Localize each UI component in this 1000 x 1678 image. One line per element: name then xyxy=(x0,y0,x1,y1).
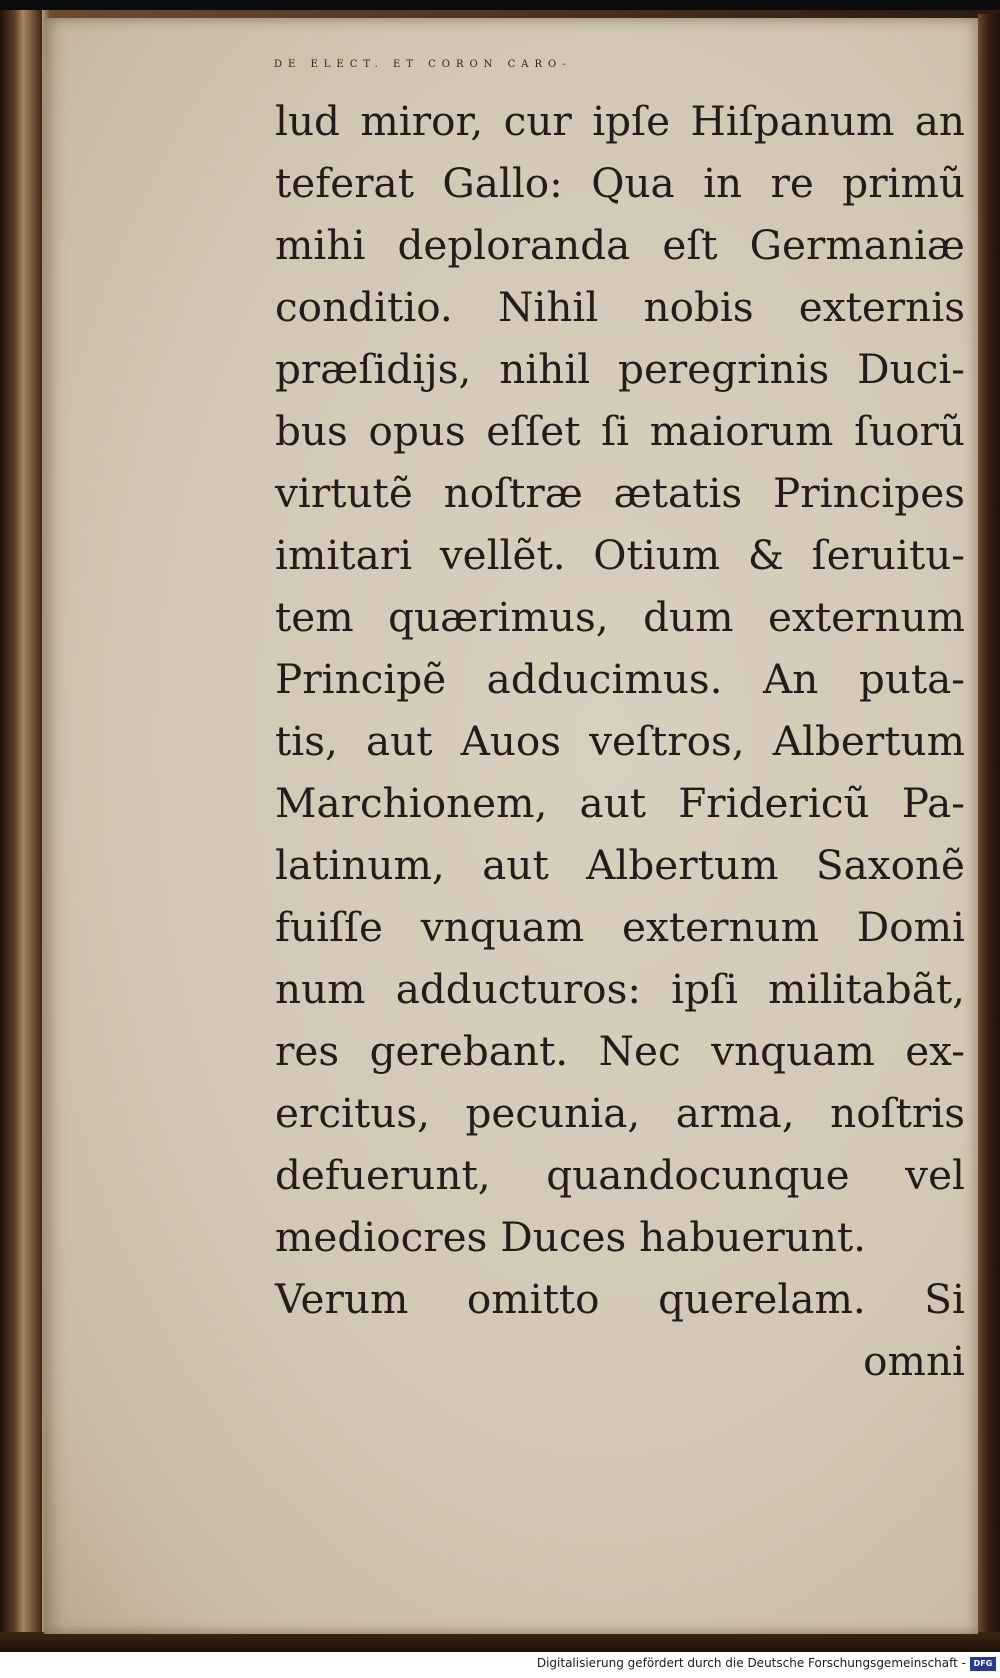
text-line: Principẽ adducimus. An puta- xyxy=(275,655,965,703)
text-line: num adducturos: ipſi militabãt, xyxy=(275,965,965,1013)
text-line: imitari vellẽt. Otium & ſeruitu- xyxy=(275,531,965,579)
text-line: ercitus, pecunia, arma, noſtris xyxy=(275,1089,965,1137)
text-line: latinum, aut Albertum Saxonẽ xyxy=(275,841,965,889)
book-left-edge xyxy=(0,10,42,1650)
text-line: tis, aut Auos veſtros, Albertum xyxy=(275,717,965,765)
text-line: fuiſſe vnquam externum Domi xyxy=(275,903,965,951)
text-line: Verum omitto querelam. Si xyxy=(275,1275,965,1323)
text-line: res gerebant. Nec vnquam ex- xyxy=(275,1027,965,1075)
text-line: teferat Gallo: Qua in re primũ xyxy=(275,159,965,207)
dfg-logo: DFG xyxy=(970,1657,996,1671)
text-line: Marchionem, aut Fridericũ Pa- xyxy=(275,779,965,827)
text-line: mihi deploranda eſt Germaniæ xyxy=(275,221,965,269)
text-line: tem quærimus, dum externum xyxy=(275,593,965,641)
text-line: virtutẽ noſtræ ætatis Principes xyxy=(275,469,965,517)
book-right-edge xyxy=(978,14,1000,1644)
text-line: lud miror, cur ipſe Hiſpanum an xyxy=(275,97,965,145)
page-text-block xyxy=(275,40,965,1392)
digitization-footer xyxy=(0,1652,1000,1678)
book-bottom-edge xyxy=(0,1632,1000,1652)
text-line: bus opus eſſet ſi maiorum ſuorũ xyxy=(275,407,965,455)
text-line: conditio. Nihil nobis externis xyxy=(275,283,965,331)
running-head: DE ELECT. ET CORON CARO- xyxy=(274,59,572,70)
funding-credit: Digitalisierung gefördert durch die Deutsche Forschungsgemeinschaft - xyxy=(536,1656,966,1670)
text-line: defuerunt, quandocunque vel xyxy=(275,1151,965,1199)
catchword: omni xyxy=(863,1337,965,1385)
text-line: præſidijs, nihil peregrinis Duci- xyxy=(275,345,965,393)
text-line: mediocres Duces habuerunt. xyxy=(275,1213,867,1261)
